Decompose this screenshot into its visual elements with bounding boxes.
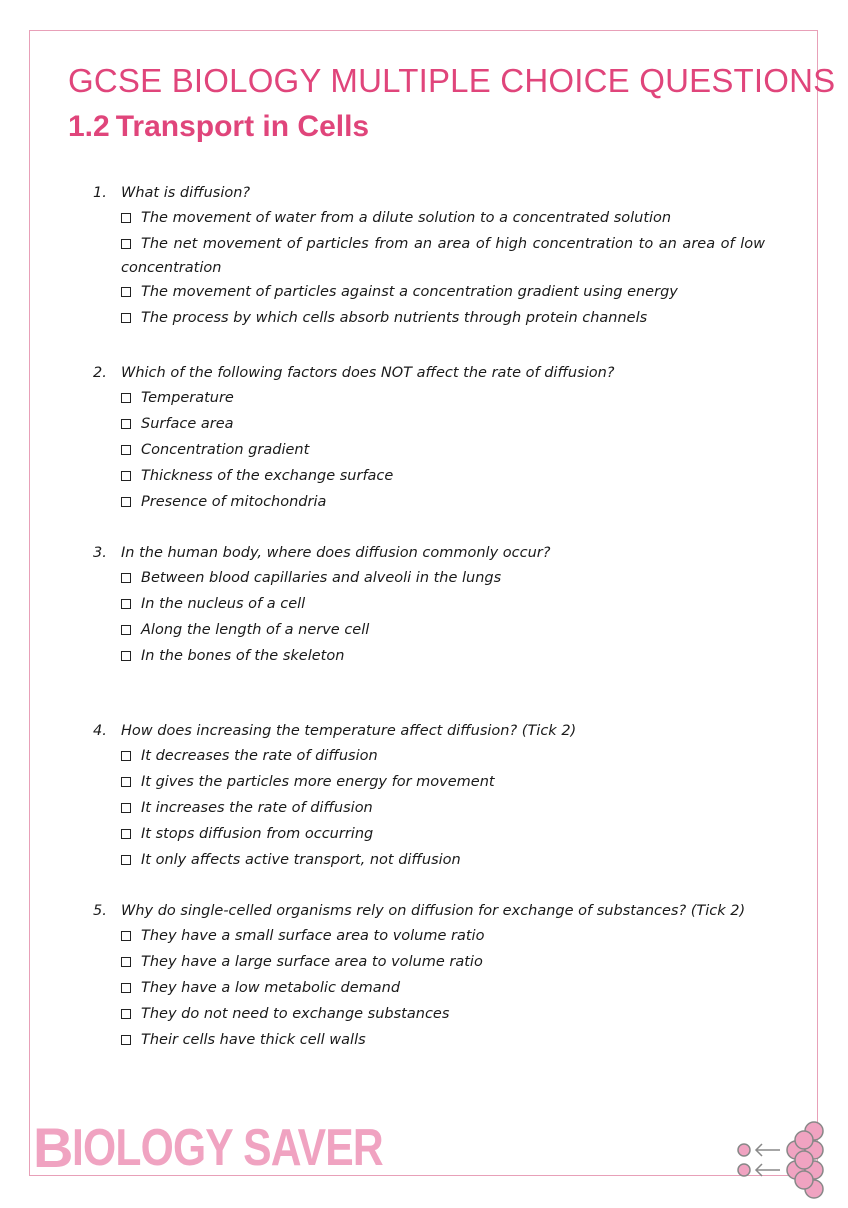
option-text: Temperature (141, 390, 234, 406)
checkbox[interactable] (121, 393, 131, 403)
question-text: What is diffusion? (121, 185, 251, 201)
option-text: Between blood capillaries and alveoli in the lungs (141, 570, 502, 586)
option (121, 1028, 765, 1054)
option-text: In the nucleus of a cell (141, 596, 306, 612)
checkbox[interactable] (121, 445, 131, 455)
option-text: It increases the rate of diffusion (141, 800, 373, 816)
option (121, 386, 765, 412)
checkbox[interactable] (121, 213, 131, 223)
option (121, 796, 765, 822)
checkbox[interactable] (121, 751, 131, 761)
section-name: Transport in Cells (115, 110, 370, 143)
option (121, 1002, 765, 1028)
checkbox[interactable] (121, 625, 131, 635)
option (121, 848, 765, 874)
checkbox[interactable] (121, 419, 131, 429)
option (121, 438, 765, 464)
question-number: 2. (93, 365, 107, 381)
option (121, 976, 765, 1002)
option (121, 950, 765, 976)
option-text: The movement of particles against a concentration gradient using energy (141, 284, 678, 300)
option (121, 822, 765, 848)
checkbox[interactable] (121, 313, 131, 323)
option-text: They have a small surface area to volume ratio (141, 928, 485, 944)
option-text: Along the length of a nerve cell (141, 622, 370, 638)
checkbox[interactable] (121, 829, 131, 839)
option-text: Presence of mitochondria (141, 494, 327, 510)
option (121, 206, 765, 232)
page-title: GCSE BIOLOGY MULTIPLE CHOICE QUESTIONS (68, 62, 836, 99)
option-text: It gives the particles more energy for movement (141, 774, 495, 790)
question-text: Which of the following factors does NOT affect the rate of diffusion? (121, 365, 615, 381)
section-title (68, 110, 369, 144)
option (121, 644, 765, 670)
option (121, 770, 765, 796)
checkbox[interactable] (121, 957, 131, 967)
question-1 (93, 180, 765, 332)
option (121, 566, 765, 592)
option (121, 232, 765, 280)
cells-diffusion-icon (730, 1118, 830, 1202)
option-text: Their cells have thick cell walls (141, 1032, 366, 1048)
option-text: Concentration gradient (141, 442, 310, 458)
option-text: They do not need to exchange substances (141, 1006, 450, 1022)
question-number: 4. (93, 723, 107, 739)
option (121, 744, 765, 770)
option-text: In the bones of the skeleton (141, 648, 345, 664)
question-4 (93, 718, 765, 874)
checkbox[interactable] (121, 239, 131, 249)
checkbox[interactable] (121, 599, 131, 609)
question-number: 5. (93, 903, 107, 919)
checkbox[interactable] (121, 573, 131, 583)
checkbox[interactable] (121, 931, 131, 941)
logo-first-letter: B (33, 1116, 73, 1179)
question-number: 1. (93, 185, 107, 201)
logo-text: IOLOGY SAVER (72, 1119, 384, 1177)
option-text: It decreases the rate of diffusion (141, 748, 378, 764)
option-text: It only affects active transport, not diffusion (141, 852, 461, 868)
option (121, 306, 765, 332)
question-5 (93, 898, 765, 1054)
option (121, 592, 765, 618)
option-text: The movement of water from a dilute solution to a concentrated solution (141, 210, 672, 226)
option (121, 618, 765, 644)
option (121, 924, 765, 950)
option (121, 280, 765, 306)
question-text: In the human body, where does diffusion commonly occur? (121, 545, 551, 561)
checkbox[interactable] (121, 471, 131, 481)
checkbox[interactable] (121, 855, 131, 865)
question-3 (93, 540, 765, 670)
biology-saver-logo (33, 1116, 452, 1179)
question-text: Why do single-celled organisms rely on diffusion for exchange of substances? (Tick 2) (121, 903, 746, 919)
option-text: They have a large surface area to volume ratio (141, 954, 483, 970)
checkbox[interactable] (121, 777, 131, 787)
checkbox[interactable] (121, 1009, 131, 1019)
question-2 (93, 360, 765, 516)
checkbox[interactable] (121, 983, 131, 993)
question-number: 3. (93, 545, 107, 561)
question-text: How does increasing the temperature affect diffusion? (Tick 2) (121, 723, 577, 739)
option-text: It stops diffusion from occurring (141, 826, 374, 842)
option-text: The process by which cells absorb nutrients through protein channels (141, 310, 648, 326)
checkbox[interactable] (121, 1035, 131, 1045)
option-text: They have a low metabolic demand (141, 980, 401, 996)
option-text: Thickness of the exchange surface (141, 468, 394, 484)
checkbox[interactable] (121, 287, 131, 297)
section-number: 1.2 (68, 110, 110, 143)
option-text: Surface area (141, 416, 234, 432)
checkbox[interactable] (121, 651, 131, 661)
checkbox[interactable] (121, 497, 131, 507)
checkbox[interactable] (121, 803, 131, 813)
option-text: The net movement of particles from an area of high concentration to an area of low concentration (121, 236, 765, 276)
option (121, 490, 765, 516)
option (121, 464, 765, 490)
option (121, 412, 765, 438)
